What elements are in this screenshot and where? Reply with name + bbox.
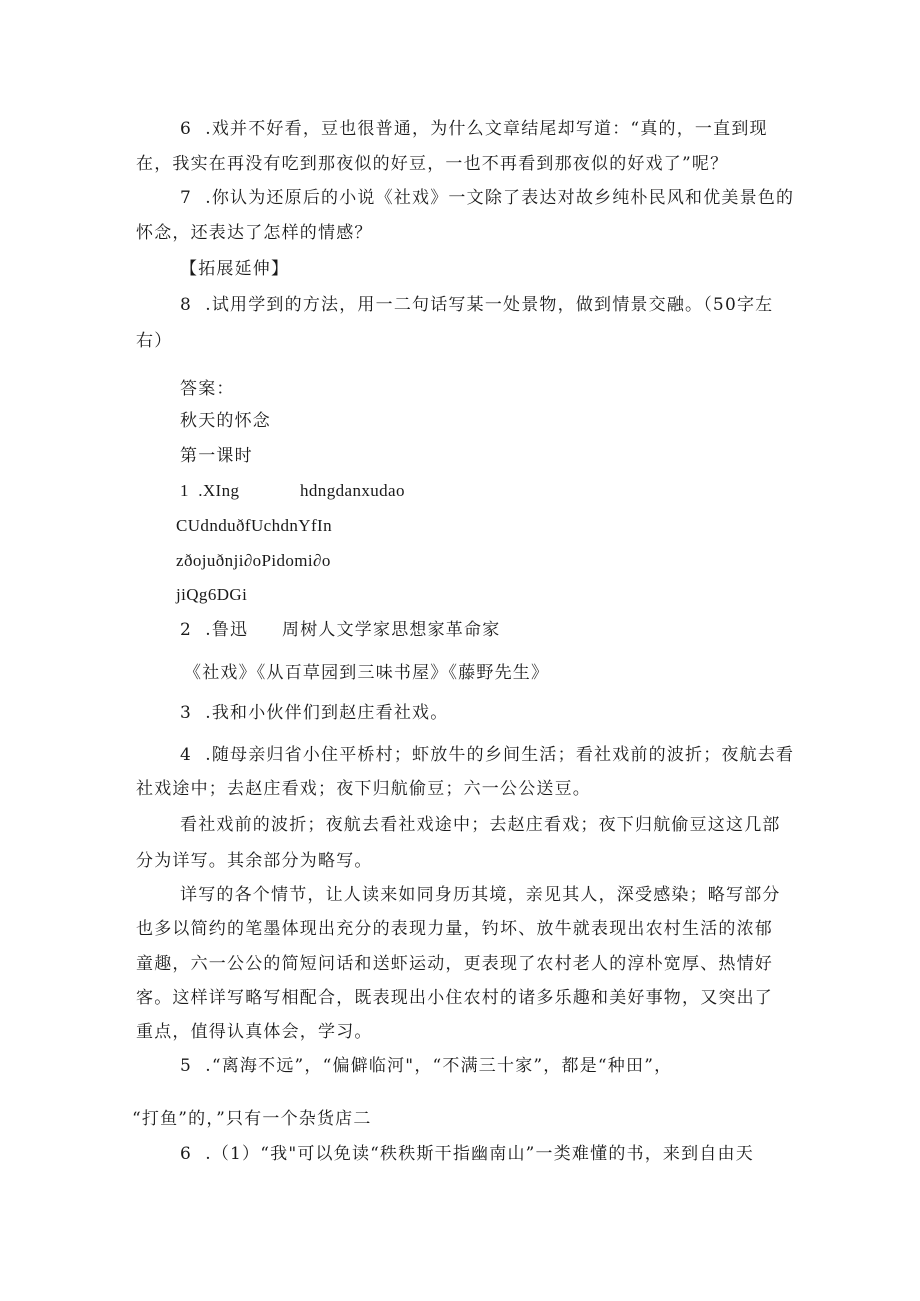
question-6-line-1: 6 .戏并不好看，豆也很普通，为什么文章结尾却写道：“真的，一直到现 (180, 119, 768, 139)
answer-4-line-5: 详写的各个情节，让人读来如同身历其境，亲见其人，深受感染；略写部分 (180, 885, 781, 905)
question-7-line-1: 7 .你认为还原后的小说《社戏》一文除了表达对故乡纯朴民风和优美景色的 (180, 188, 795, 208)
answer-2-line-2: 《社戏》《从百草园到三味书屋》《藤野先生》 (184, 663, 550, 683)
answer-1-line-1-right: hdngdanxudao (300, 481, 405, 500)
extension-heading: 【拓展延伸】 (180, 259, 290, 279)
answer-4-line-8: 客。这样详写略写相配合，既表现出小住农村的诸多乐趣和美好事物，又突出了 (136, 988, 773, 1008)
answer-4-line-9: 重点，值得认真体会，学习。 (136, 1022, 373, 1042)
answer-1-line-2: CUdnduðfUchdnYfIn (176, 516, 332, 535)
answer-5-line-1: 5 .“离海不远”，“偏僻临河"，“不满三十家”，都是“种田”， (180, 1056, 673, 1076)
answer-4-line-2: 社戏途中；去赵庄看戏；夜下归航偷豆；六一公公送豆。 (136, 779, 591, 799)
answer-4-line-7: 童趣，六一公公的简短问话和送虾运动，更表现了农村老人的淳朴宽厚、热情好 (136, 954, 773, 974)
answers-lesson: 第一课时 (180, 446, 253, 466)
answer-2-line-1-right: 周树人文学家思想家革命家 (282, 620, 501, 640)
answer-1-line-4: jiQg6DGi (176, 585, 248, 604)
answers-title: 秋天的怀念 (180, 411, 271, 431)
answer-6-line-1: 6 .（1）“我"可以免读“秩秩斯干指幽南山”一类难懂的书，来到自由天 (180, 1144, 754, 1164)
answer-4-line-1: 4 .随母亲归省小住平桥村；虾放牛的乡间生活；看社戏前的波折；夜航去看 (180, 745, 795, 765)
answers-label: 答案： (180, 379, 235, 399)
answer-3: 3 .我和小伙伴们到赵庄看社戏。 (180, 703, 449, 723)
question-8-line-1: 8 .试用学到的方法，用一二句话写某一处景物，做到情景交融。（50字左 (180, 295, 774, 315)
answer-5-line-2: “打鱼”的，”只有一个杂货店二 (132, 1109, 372, 1129)
answer-2-line-1-left: 2 .鲁迅 (180, 620, 249, 640)
answer-4-line-6: 也多以简约的笔墨体现出充分的表现力量，钓坏、放牛就表现出农村生活的浓郁 (136, 919, 773, 939)
answer-1-line-3: zðojuðnji∂oPidomi∂o (176, 551, 331, 570)
question-7-line-2: 怀念，还表达了怎样的情感？ (136, 223, 373, 243)
answer-4-line-3: 看社戏前的波折；夜航去看社戏途中；去赵庄看戏；夜下归航偷豆这这几部 (180, 815, 781, 835)
question-6-line-2: 在，我实在再没有吃到那夜似的好豆，一也不再看到那夜似的好戏了”呢？ (136, 154, 729, 174)
answer-1-line-1-left: 1 .XIng (180, 481, 240, 500)
answer-4-line-4: 分为详写。其余部分为略写。 (136, 851, 373, 871)
question-8-line-2: 右） (136, 331, 173, 351)
